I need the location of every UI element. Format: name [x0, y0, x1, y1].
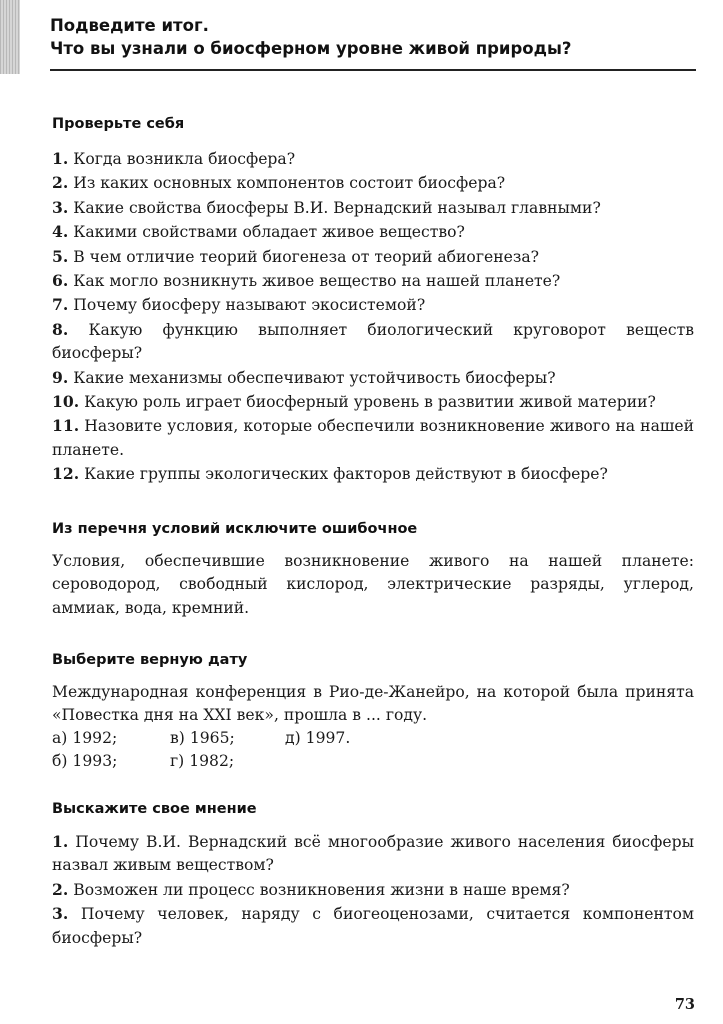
date-question-text: Международная конференция в Рио-де-Жанейро, на которой была принята «Повестка дня на XXI век», прошла в ... году.: [52, 683, 694, 725]
question-item: 5. В чем отличие теорий биогенеза от теорий абиогенеза?: [52, 246, 539, 266]
page-number: 73: [674, 996, 695, 1013]
date-options: [52, 727, 350, 774]
opinion-questions-list: [52, 830, 694, 950]
option-a: а) 1992;: [52, 729, 118, 747]
summary-question: Что вы узнали о биосферном уровне живой природы?: [50, 39, 572, 58]
question-item: 10. Какую роль играет биосферный уровень в развитии живой материи?: [52, 392, 656, 412]
summary-title: Подведите итог.: [50, 16, 209, 35]
question-item: 3. Какие свойства биосферы В.И. Вернадский называл главными?: [52, 197, 601, 217]
option-b: б) 1993;: [52, 752, 118, 771]
page-edge-band: [0, 0, 20, 74]
header-divider: [50, 69, 696, 71]
opinion-item: 1. Почему В.И. Вернадский всё многообразие живого населения биосферы назвал живым веществом?: [52, 832, 694, 875]
option-v: в) 1965;: [170, 729, 235, 747]
question-item: 6. Как могло возникнуть живое вещество на нашей планете?: [52, 271, 561, 291]
option-d: д) 1997.: [285, 729, 351, 747]
section-title-opinion: Выскажите свое мнение: [52, 801, 257, 817]
question-item: 1. Когда возникла биосфера?: [52, 149, 296, 168]
section-title-date: Выберите верную дату: [52, 652, 248, 668]
option-g: г) 1982;: [170, 752, 235, 771]
question-item: 11. Назовите условия, которые обеспечили возникновение живого на нашей планете.: [52, 416, 694, 459]
question-item: 12. Какие группы экологических факторов действуют в биосфере?: [52, 464, 608, 484]
question-item: 7. Почему биосферу называют экосистемой?: [52, 295, 426, 315]
opinion-item: 2. Возможен ли процесс возникновения жизни в наше время?: [52, 879, 570, 899]
question-item: 2. Из каких основных компонентов состоит биосфера?: [52, 173, 506, 193]
opinion-item: 3. Почему человек, наряду с биогеоценозами, считается компонентом биосферы?: [52, 904, 694, 947]
question-item: 4. Какими свойствами обладает живое вещество?: [52, 222, 465, 242]
section-title-check-yourself: Проверьте себя: [52, 116, 185, 132]
summary-header: [50, 14, 696, 60]
question-item: 8. Какую функцию выполняет биологический круговорот веществ биосферы?: [52, 319, 694, 363]
check-questions-list: [52, 147, 694, 487]
question-item: 9. Какие механизмы обеспечивают устойчивость биосферы?: [52, 367, 556, 387]
section-title-exclude: Из перечня условий исключите ошибочное: [52, 521, 418, 537]
exclude-text: Условия, обеспечившие возникновение живого на нашей планете: сероводород, свободный кислород, электрические разряды, углерод, аммиак, вода, кремний.: [52, 552, 694, 617]
